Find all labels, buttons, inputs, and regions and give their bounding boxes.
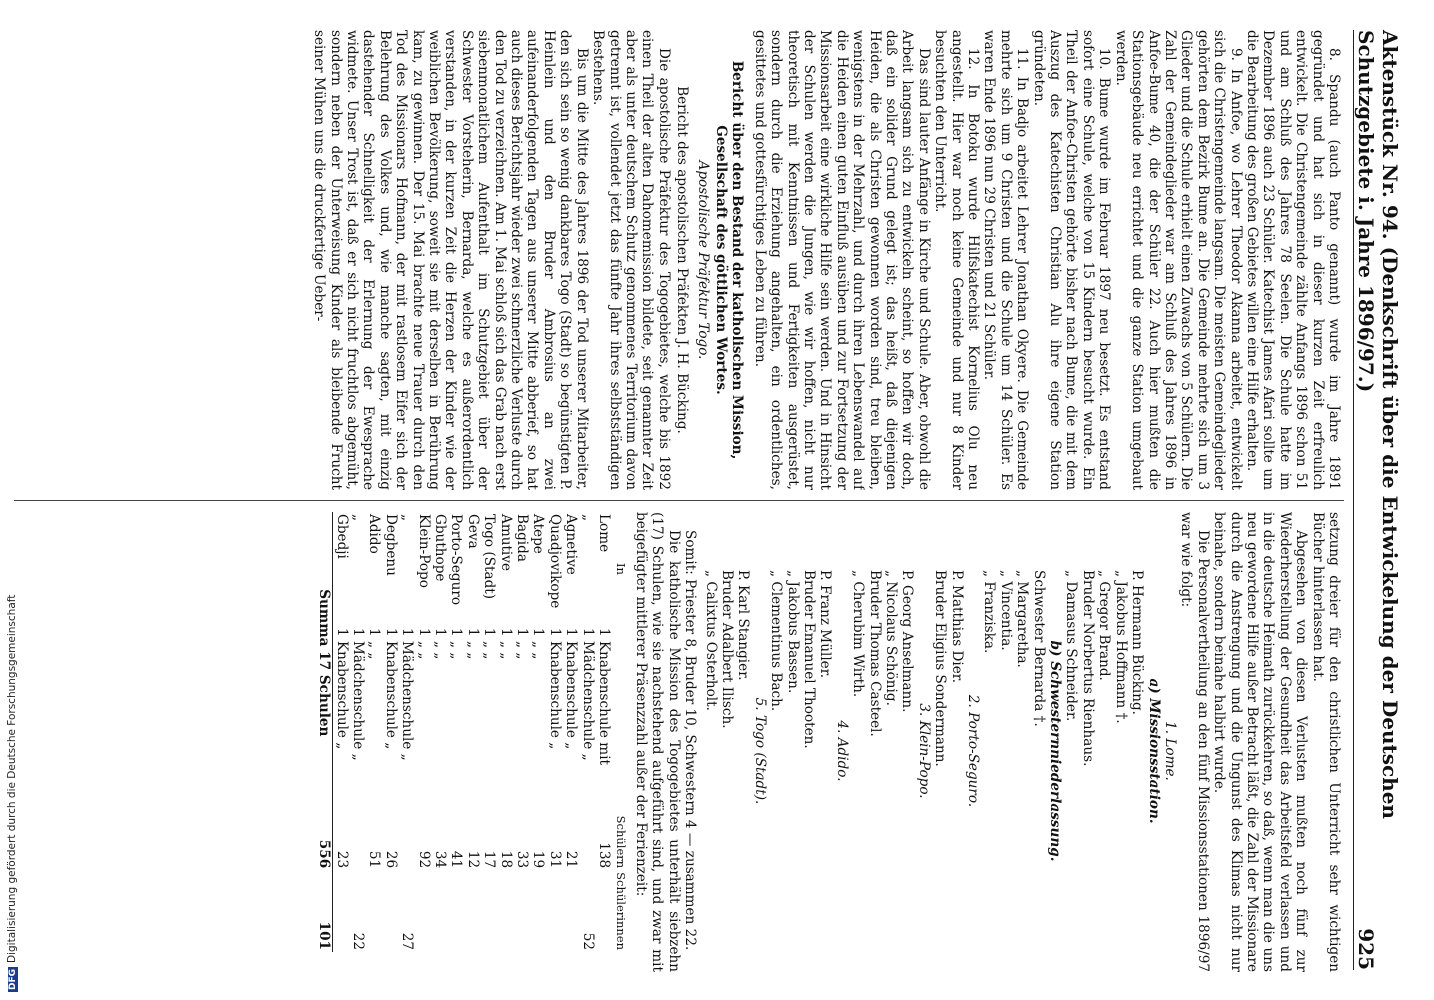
boys-count: 41: [448, 850, 465, 869]
staff-entry: Bruder Thomas Casteel.: [866, 570, 883, 737]
staff-entry: „ Jakobus Hoffmann †.: [1112, 570, 1129, 724]
girls-count: [596, 870, 612, 952]
girls-count: 22: [350, 932, 367, 950]
staff-entry: P. Franz Müller.: [817, 570, 834, 679]
school-place: „: [579, 514, 596, 522]
school-place: Amutive: [497, 514, 514, 571]
column-header: [612, 626, 628, 814]
school-place: „: [399, 514, 416, 522]
school-place: Geva: [464, 514, 481, 549]
girls-count: [464, 870, 480, 952]
report-title: Bericht des apostolischen Präfekten J. H. Bücking.: [674, 86, 691, 434]
school-type: 1 Knabenschule „: [563, 628, 580, 750]
station-heading: 4. Adido.: [833, 720, 850, 782]
school-type: 1 Knabenschule mit: [596, 628, 613, 765]
table-row: [366, 512, 382, 952]
school-type: 1 „ „: [415, 628, 432, 660]
staff-entry: „ Jakobus Bassen.: [784, 570, 801, 694]
schools-table: [316, 512, 629, 952]
paragraph: 9. In Anfoe, wo Lehrer Theodor Akanna arbeitet, entwickelt sich die Christengemeinde langsam. Die meisten Gemeindeglieder gehörten dem Bezirk Bume an. Die Gemeinde mehrte sich um 3 Glieder und die Schule erhielt einen Zuwachs von 5 Schülern. Die Zahl der Gemeindeglieder war am Schluß des Jahres 1896 in Anfoe-Bume 40, die der Schüler 22. Auch hier mußten die Stationsgebäude neu errichtet und die ganze Station umgebaut werden.: [1112, 30, 1244, 490]
staff-entry: „ Vincentia.: [997, 570, 1014, 651]
station-group-label: a) Missionsstation.: [1145, 678, 1162, 824]
girls-count: [448, 870, 464, 952]
school-type: 1 „ „: [497, 628, 514, 660]
station-group-label: b) Schwesternniederlassung.: [1047, 640, 1064, 862]
girls-count: 52: [579, 932, 596, 950]
table-row: [596, 512, 612, 952]
staff-entry: Bruder Norbertus Rienhaus.: [1079, 570, 1096, 767]
girls-count: 27: [399, 932, 416, 950]
school-place: Gbuthope: [432, 514, 449, 582]
school-type: 1 Mädchenschule „: [579, 628, 596, 761]
paragraph: Bis um die Mitte des Jahres 1896 der Tod unserer Mitarbeiter, den sich sein so wenig dankbares Togo (Stadt) so begünstigten P. Heinlein und den Bruder Ambrosius an zwei aufeinanderfolgenden Tagen aus unserer Mitte abberief, so hat auch dieses Berichtsjahr wieder zwei schmerzliche Verluste durch den Tod zu verzeichnen. Am 1. Mai schloß sich das Grab nach erst siebenmonatlichem Aufenthalt im Schutzgebiet über der Schwester Vorsteherin, Bernarda, welche es außerordentlich verstanden, in der kurzen Zeit die Herzen der Kinder wie der weiblichen Bevölkerung, soweit sie mit derselben in Berührung kam, zu gewinnen. Der 15. Mai brachte neue Trauer durch den Tod des Missionars Hofmann, der mit rastlosem Eifer sich der Belehrung des Volkes und, wie manche sagten, mit einzig dastehender Schnelligkeit der Erlernung der Ewesprache widmete. Unser Trost ist, daß er sich nicht fruchtlos abgemüht, sondern neben der Unterweisung Kinder als bleibende Frucht seiner Mühen uns die druckfertige Ueber-: [311, 30, 590, 490]
boys-count: 138: [596, 842, 613, 869]
table-row: [579, 512, 595, 952]
school-type: 1 Knabenschule „: [382, 628, 399, 750]
paragraph: Die Personalvertheilung an den fünf Missionsstationen 1896/97 war wie folgt:: [1178, 512, 1211, 972]
right-column: [22, 512, 1342, 972]
boys-count: 19: [530, 850, 547, 869]
girls-count: [514, 870, 530, 952]
column-divider: [14, 500, 1344, 501]
school-place: Porto-Seguro: [448, 514, 465, 606]
paragraph: 12. In Botoku wurde Hilfskatechist Kornelius Olu neu angestellt. Hier war noch keine Gemeinde und nur 8 Kinder besuchten den Unterricht.: [932, 30, 982, 490]
school-place: „: [350, 514, 367, 522]
staff-entry: P. Georg Anselmann.: [899, 570, 916, 713]
table-row: [399, 512, 415, 952]
girls-count: [563, 870, 579, 952]
girls-count: [547, 870, 563, 952]
school-type: 1 „ „: [366, 628, 383, 660]
table-row: [497, 512, 513, 952]
girls-count: [432, 870, 448, 952]
girls-count: [530, 870, 546, 952]
station-list: [702, 512, 1178, 972]
table-row: [464, 512, 480, 952]
staff-entry: „ Margaretha.: [1014, 570, 1031, 668]
paragraph: Abgesehen von diesen Verlusten mußten noch fünf zur Wiederherstellung der Gesundheit das Arbeitsfeld verlassen und in die deutsche Heimath zurückkehren, so daß, wenn man die uns neu gewordene Hilfe außer Betracht läßt, die Zahl der Missionare durch die Anstrengung und die Ungunst des Klimas nicht nur beinahe, sondern beinahe halbirt wurde.: [1211, 512, 1310, 972]
dfg-logo: DFG: [8, 968, 18, 990]
boys-count: [399, 814, 415, 871]
girls-count: [366, 870, 382, 952]
staff-entry: Bruder Eligius Sondermann.: [932, 570, 949, 767]
staff-entry: Bruder Adalbert Ilisch.: [718, 570, 735, 729]
staff-entry: „ Damasus Schneider.: [1063, 570, 1080, 722]
header-title: Aktenstück Nr. 94. (Denkschrift über die Entwickelung der Deutschen Schutzgebiete i. Jahre 1896/97.): [1354, 30, 1402, 819]
school-place: Atepe: [530, 514, 547, 554]
left-column: [22, 30, 1342, 490]
school-type: 1 „ „: [514, 628, 531, 660]
school-place: Agnetive: [563, 514, 580, 575]
staff-entry: „ Calixtus Osterholt.: [702, 570, 719, 711]
table-header-row: [612, 512, 628, 952]
page-number: 925: [1354, 928, 1378, 970]
boys-count: [579, 814, 595, 871]
staff-entry: „ Clementinus Bach.: [768, 570, 785, 712]
staff-entry: „ Franziska.: [981, 570, 998, 654]
paragraph: setzung dreier für den christlichen Unterricht sehr wichtigen Bücher hinterlassen hat.: [1309, 512, 1342, 972]
staff-entry: Bruder Emanuel Thooten.: [801, 570, 817, 749]
schools-intro: Die katholische Mission des Togogebietes unterhält siebzehn (17) Schulen, wie sie nachstehend aufgeführt sind, und zwar mit beigefügter mittlerer Präsenzzahl außer der Ferienzeit:: [632, 512, 682, 972]
boys-count: 17: [481, 850, 498, 869]
section-subheading: Apostolische Präfektur Togo.: [694, 160, 711, 360]
school-place: Quadjovikope: [546, 514, 563, 609]
school-place: Togo (Stadt): [481, 514, 498, 600]
school-type: 1 Mädchenschule „: [399, 628, 416, 761]
paragraph: Das sind lauter Anfänge in Kirche und Schule. Aber, obwohl die Arbeit langsam sich zu entwickeln scheint, so hoffen wir doch, daß ein solider Grund gelegt ist; das heißt, daß diejenigen Heiden, die als Christen gewonnen worden sind, treu bleiben, wenigstens in der Mehrzahl, und durch ihren Lebenswandel auf die Heiden einen guten Einfluß ausüben und zur Fortsetzung der Missionsarbeit eine wirkliche Hilfe sein werden. Und in Hinsicht der Schulen werden die Jungen, wie wir hoffen, nicht nur theoretisch mit Kenntnissen und Fertigkeiten ausgerüstet, sondern durch die Erziehung angehalten, ein ordentliches, gesittetes und gottesfürchtiges Leben zu führen.: [751, 30, 932, 490]
table-row: [563, 512, 579, 952]
table-row: [530, 512, 546, 952]
table-row: [415, 512, 431, 952]
station-heading: 5. Togo (Stadt).: [751, 697, 768, 805]
staff-entry: Schwester Bernarda †.: [1030, 570, 1047, 727]
staff-entry: P. Matthias Dier.: [948, 570, 965, 684]
boys-count: 34: [432, 850, 449, 869]
school-place: Gbedji: [333, 514, 350, 559]
column-header: In: [613, 563, 628, 575]
boys-count: 31: [546, 850, 563, 869]
boys-count: 23: [333, 850, 350, 869]
school-type: 1 „ „: [481, 628, 498, 660]
boys-count: 12: [464, 850, 481, 869]
boys-count: [350, 814, 366, 871]
station-heading: 2. Porto-Seguro.: [965, 694, 982, 808]
girls-count: [481, 870, 497, 952]
table-row: [481, 512, 497, 952]
paragraph: 8. Spandu (auch Panto genannt) wurde im Jahre 1891 gegründet und hat sich in dieser kurzen Zeit erfreulich entwickelt. Die Christengemeinde zählte Anfangs 1896 schon 51 und am Schluß des Jahres 78 Seelen. Die Schule hatte im Dezember 1896 auch 23 Schüler. Katechist James Afari sollte um die Bearbeitung des großen Gebietes willen eine Hilfe erhalten.: [1243, 30, 1342, 490]
table-row: [350, 512, 366, 952]
total-boys: 556: [316, 814, 333, 871]
school-place: Bagida: [514, 514, 531, 562]
boys-count: 21: [563, 850, 580, 869]
table-row: [432, 512, 448, 952]
staff-entry: P. Hermann Bücking.: [1129, 570, 1146, 715]
girls-count: [333, 870, 350, 952]
boys-count: 33: [514, 850, 531, 869]
boys-count: 51: [366, 850, 383, 869]
digitization-text: Digitalisierung gefördert durch die Deutsche Forschungsgemeinschaft: [6, 594, 18, 963]
school-place: Degbenu: [382, 514, 399, 576]
table-row: [448, 512, 464, 952]
school-type: 1 Knabenschule „: [333, 628, 350, 750]
school-place: Lome: [596, 514, 613, 553]
column-header: Schülerinnen: [613, 872, 628, 950]
staff-entry: P. Karl Stangier.: [735, 570, 752, 681]
paragraph: 11. In Badjo arbeitet Lehrer Jonathan Okyere. Die Gemeinde mehrte sich um 9 Christen und die Schule um 14 Schüler. Es waren Ende 1896 nun 29 Christen und 21 Schüler.: [981, 30, 1031, 490]
school-place: Adido: [366, 514, 383, 554]
table-row: [547, 512, 563, 952]
staff-entry: „ Gregor Brand.: [1096, 570, 1113, 681]
school-type: 1 „ „: [448, 628, 465, 660]
school-place: Klein-Popo: [415, 514, 432, 588]
school-type: 1 Knabenschule „: [546, 628, 563, 750]
station-heading: 3. Klein-Popo.: [915, 703, 932, 799]
girls-count: [415, 870, 431, 952]
school-type: 1 „ „: [464, 628, 481, 660]
total-girls: 101: [316, 870, 333, 952]
staff-entry: „ Cherubim Wirth.: [850, 570, 867, 698]
boys-count: 18: [497, 850, 514, 869]
digitization-note: [2, 562, 24, 992]
boys-count: 26: [382, 850, 399, 869]
staff-entry: „ Nicolaus Schönig.: [883, 570, 900, 706]
school-type: 1 „ „: [530, 628, 547, 660]
summary-line: Somit: Priester 8, Bruder 10, Schwestern 4 — zusammen 22.: [682, 530, 699, 951]
girls-count: [497, 870, 513, 952]
table-row: [333, 512, 350, 952]
table-row: [514, 512, 530, 952]
station-heading: 1. Lome.: [1161, 721, 1178, 781]
column-header: Schülern: [613, 815, 628, 869]
section-heading: Bericht über den Bestand der katholischen Mission, Gesellschaft des göttlichen Wortes.: [712, 60, 746, 460]
school-type: 1 Mädchenschule „: [350, 628, 367, 761]
table-total-row: [316, 512, 333, 952]
school-type: 1 „ „: [432, 628, 449, 660]
girls-count: [382, 870, 398, 952]
paragraph: 10. Bume wurde im Februar 1897 neu besetzt. Es entstand sofort eine Schule, welche von 15 Kindern besucht wurde. Ein Theil der Anfoe-Christen gehörte bisher nach Bume, die mit dem Auszug des Katechisten Christian Alu ihre eigene Station gründeten.: [1030, 30, 1113, 490]
paragraph: Die apostolische Präfektur des Togogebietes, welche bis 1892 einen Theil der alten Dahomemission bildete, seit genannter Zeit aber als unter deutschem Schutz genommenes Territorium davon getrennt ist, vollendet jetzt das fünfte Jahr ihres selbstständigen Bestehens.: [590, 30, 672, 490]
total-label: Summa 17 Schulen: [316, 512, 333, 814]
boys-count: 92: [415, 850, 432, 869]
table-row: [382, 512, 398, 952]
page-header: [1353, 30, 1402, 970]
